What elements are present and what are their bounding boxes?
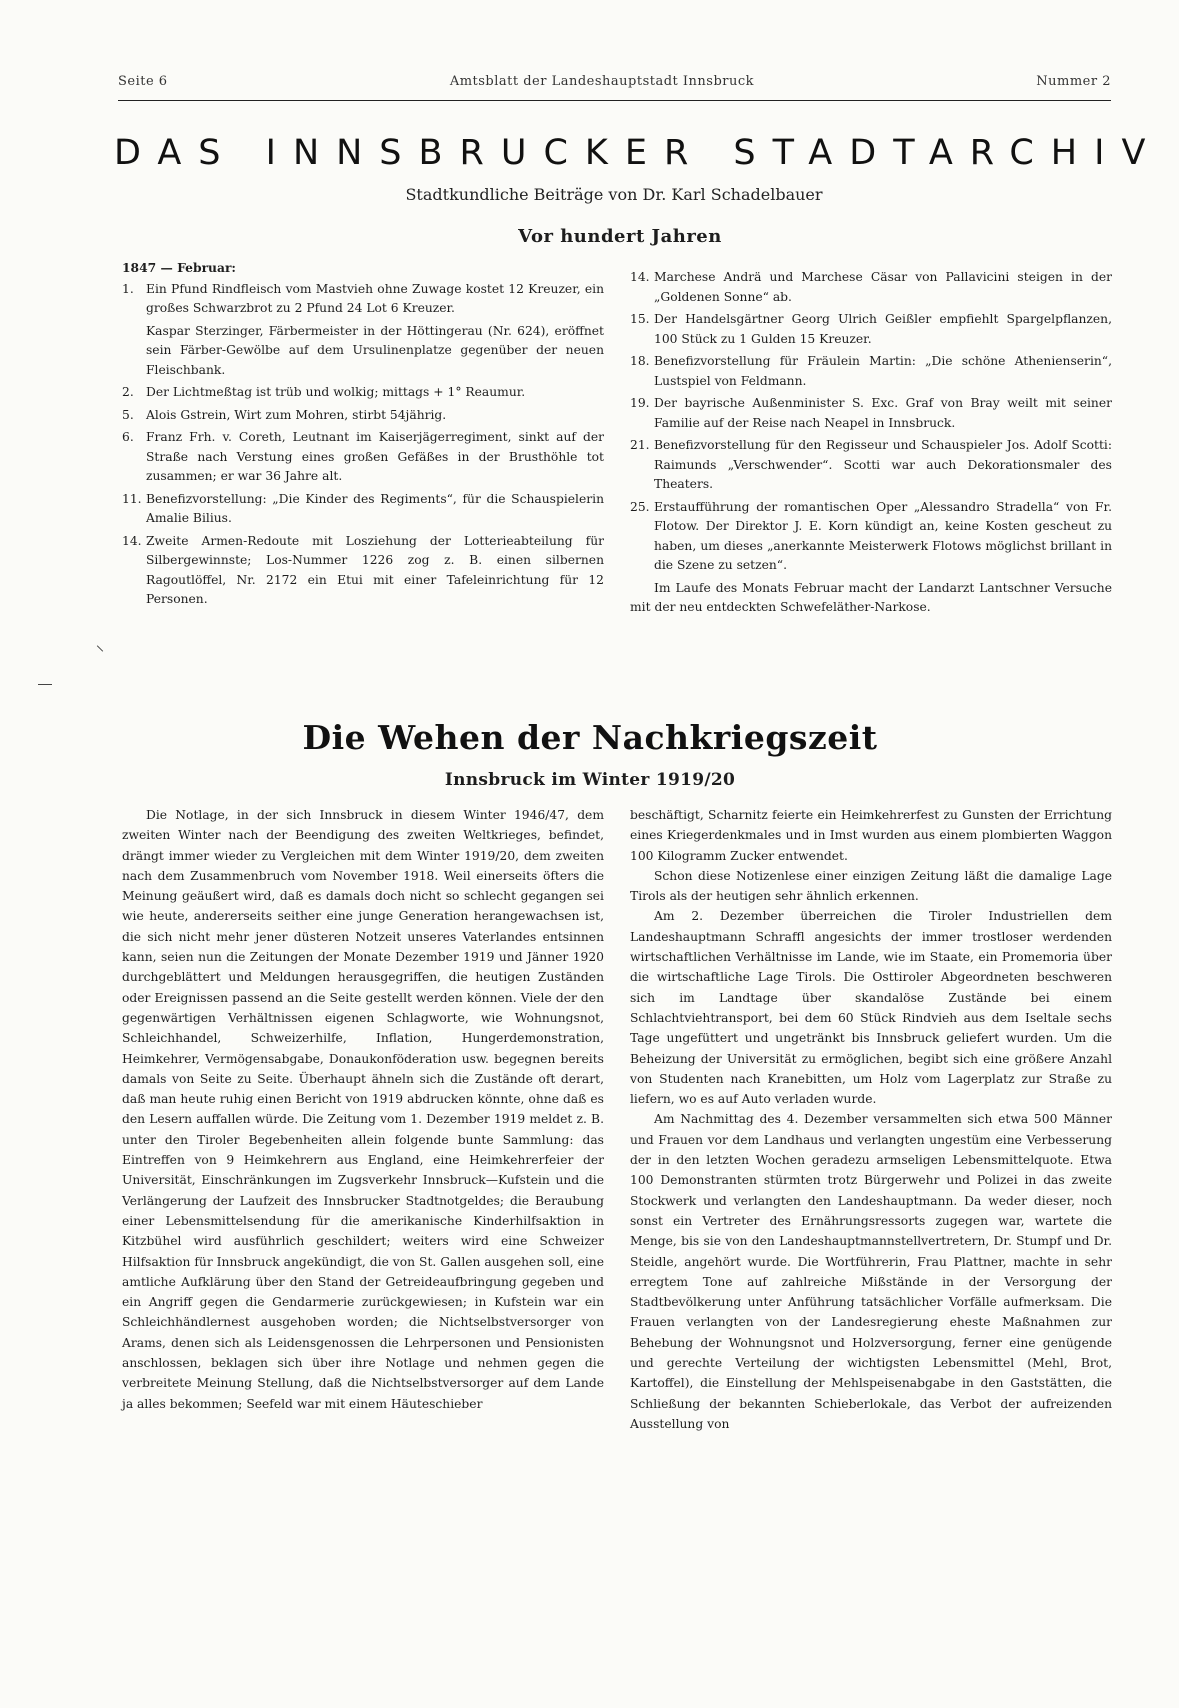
chronicle-entry: [122, 406, 604, 426]
entry-text: Franz Frh. v. Coreth, Leutnant im Kaiserjägerregiment, sinkt auf der Straße nach Verstung eines großen Gefäßes in der Brusthöhle tot zusammen; er war 36 Jahre alt.: [146, 430, 604, 483]
entry-text: Benefizvorstellung: „Die Kinder des Regiments“, für die Schauspielerin Amalie Bilius.: [146, 491, 604, 525]
entry-day: 19.: [630, 396, 650, 410]
header-rule: [118, 100, 1111, 101]
article-left-column: [122, 805, 604, 1414]
chronicle-entry: [122, 280, 604, 319]
chronicle-entry: [630, 352, 1112, 391]
entry-day: 25.: [630, 499, 650, 514]
chronicle-entry: [122, 490, 604, 529]
entry-day: 2.: [122, 385, 134, 399]
entry-day: 6.: [122, 430, 134, 444]
masthead-subtitle: Stadtkundliche Beiträge von Dr. Karl Schadelbauer: [405, 185, 823, 204]
entry-text: Marchese Andrä und Marchese Cäsar von Pallavicini steigen in der „Goldenen Sonne“ ab.: [654, 270, 1112, 304]
article-paragraph: Am Nachmittag des 4. Dezember versammelten sich etwa 500 Männer und Frauen vor dem Landhaus und verlangten ungestüm eine Verbesserung der in den letzten Wochen geradezu armseligen Lebensmittelquote. Etwa 100 Demonstranten stürmten trotz Bürgerwehr und Polizei in das zweite Stockwerk und verlangten den Landeshauptmann. Da weder dieser, noch sonst ein Vertreter des Ernährungsressorts zugegen war, wartete die Menge, bis sie von den Landeshauptmannstellvertretern, Dr. Stumpf und Dr. Steidle, angehört wurde. Die Wortführerin, Frau Plattner, machte in sehr erregtem Tone auf zahlreiche Mißstände in der Versorgung der Stadtbevölkerung unter Anführung tatsächlicher Vorfälle aufmerksam. Die Frauen verlangten von der Landesregierung eheste Maßnahmen zur Behebung der Wohnungsnot und Holzversorgung, ferner eine genügende und gerechte Verteilung der wichtigsten Lebensmittel (Mehl, Brot, Kartoffel), die Einstellung der Mehlspeisenabgabe in den Gaststätten, die Schließung der bekannten Schieberlokale, das Verbot der aufreizenden Ausstellung von: [630, 1112, 1112, 1431]
entry-day: 21.: [630, 438, 650, 452]
article-paragraph: Schon diese Notizenlese einer einzigen Zeitung läßt die damalige Lage Tirols als der heutigen sehr ähnlich erkennen.: [630, 868, 1112, 904]
publication-name: Amtsblatt der Landeshauptstadt Innsbruck: [449, 74, 755, 89]
article-paragraph: Die Notlage, in der sich Innsbruck in diesem Winter 1946/47, dem zweiten Winter nach der Beendigung des zweiten Weltkrieges, befindet, drängt immer wieder zu Vergleichen mit dem Winter 1919/20, dem zweiten nach dem Zusammenbruch vom November 1918. Weil einerseits öfters die Meinung geäußert wird, daß es damals doch nicht so schlecht gegangen sei wie heute, andererseits seither eine junge Generation herangewachsen ist, die sich nicht mehr jener düsteren Notzeit unseres Vaterlandes entsinnen kann, seien nun die Zeitungen der Monate Dezember 1919 und Jänner 1920 durchgeblättert und Meldungen herausgegriffen, die heutigen Zuständen oder Ereignissen passend an die Seite gestellt werden können. Viele der den gegenwärtigen Verhältnissen eigenen Schlagworte, wie Wohnungsnot, Schleichhandel, Schweizerhilfe, Inflation, Hungerdemonstration, Heimkehrer, Vermögensabgabe, Donaukonföderation usw. begegnen bereits damals von Seite zu Seite. Überhaupt ähneln sich die Zustände oft derart, daß man heute ruhig einen Bericht von 1919 abdrucken könnte, ohne daß es den Lesern auffallen würde. Die Zeitung vom 1. Dezember 1919 meldet z. B. unter den Tiroler Begebenheiten allein folgende bunte Sammlung: das Eintreffen von 9 Heimkehrern aus England, eine Heimkehrerfeier der Universität, Einschränkungen im Zugsverkehr Innsbruck—Kufstein und die Verlängerung der Laufzeit des Innsbrucker Stadtnotgeldes; die Beraubung einer Lebensmittelsendung für die amerikanische Kinderhilfsaktion in Kitzbühel wird ausführlich geschildert; weiters wird eine Schweizer Hilfsaktion für Innsbruck angekündigt, die von St. Gallen ausgehen soll, eine amtliche Aufklärung über den Stand der Getreideaufbringung gegeben und ein Angriff gegen die Gendarmerie zurückgewiesen; in Kufstein war ein Schleichhändlernest ausgehoben worden; die Nichtselbstversorger von Arams, denen sich als Leidensgenossen die Lehrpersonen und Pensionisten anschlossen, beklagen sich über ihre Notlage und nehmen gegen die verbreitete Meinung Stellung, daß die Nichtselbstversorger auf dem Lande ja alles bekommen; Seefeld war mit einem Häuteschieber: [122, 808, 604, 1411]
entry-day: 18.: [630, 354, 650, 368]
chronicle-entry: [630, 268, 1112, 307]
entry-day: 11.: [122, 491, 142, 506]
chronicle-left-entries: [122, 280, 604, 610]
issue-number: Nummer 2: [1036, 74, 1111, 89]
chronicle-entry-continued: Kaspar Sterzinger, Färbermeister in der Höttingerau (Nr. 624), eröffnet sein Färber-Gewölbe auf dem Ursulinenplatze gegenüber der neuen Fleischbank.: [146, 323, 604, 377]
entry-text: Ein Pfund Rindfleisch vom Mastvieh ohne Zuwage kostet 12 Kreuzer, ein großes Schwarzbrot zu 2 Pfund 24 Lot 6 Kreuzer.: [146, 281, 604, 315]
article-title: Die Wehen der Nachkriegszeit: [302, 718, 878, 757]
article-subtitle: Innsbruck im Winter 1919/20: [444, 770, 736, 790]
chronicle-entry: [122, 532, 604, 610]
chronicle-entry: [630, 310, 1112, 349]
article-right-column: [630, 805, 1112, 1434]
entry-text: Erstaufführung der romantischen Oper „Alessandro Stradella“ von Fr. Flotow. Der Direktor J. E. Korn kündigt an, keine Kosten gescheut zu haben, um dieses „anerkannte Meisterwerk Flotows möglichst brillant in die Szene zu setzen“.: [654, 499, 1112, 572]
chronicle-entry: [122, 428, 604, 487]
chronicle-right-column: [630, 268, 1112, 619]
chronicle-entry: [122, 383, 604, 403]
margin-mark: [38, 684, 52, 685]
entry-day: 5.: [122, 407, 134, 422]
page-number: Seite 6: [118, 74, 168, 89]
chronicle-month: 1847 — Februar:: [122, 260, 236, 275]
entry-day: 14.: [630, 270, 650, 284]
chronicle-heading: Vor hundert Jahren: [518, 226, 722, 247]
entry-text: Benefizvorstellung für Fräulein Martin: „Die schöne Athenienserin“, Lustspiel von Feldmann.: [654, 354, 1112, 388]
entry-day: 1.: [122, 281, 134, 296]
chronicle-left-column: [122, 258, 604, 613]
chronicle-closing: Im Laufe des Monats Februar macht der Landarzt Lantschner Versuche mit der neu entdeckten Schwefeläther-Narkose.: [630, 580, 1112, 614]
article-paragraph: Am 2. Dezember überreichen die Tiroler Industriellen dem Landeshauptmann Schraffl angesichts der immer trostloser werdenden wirtschaftlichen Verhältnisse im Lande, wie im Staate, ein Promemoria über die wirtschaftliche Lage Tirols. Die Osttiroler Abgeordneten beschweren sich im Landtage über skandalöse Zustände bei einem Schlachtviehtransport, bei dem 60 Stück Rindvieh aus dem Iseltale sechs Tage ungefüttert und ungetränkt bis Innsbruck geliefert wurden. Um die Beheizung der Universität zu ermöglichen, begibt sich eine größere Anzahl von Studenten nach Kranebitten, um Holz vom Lagerplatz zur Straße zu liefern, wo es auf Auto verladen wurde.: [630, 909, 1112, 1107]
chronicle-entry: [630, 436, 1112, 495]
chronicle-entry: [630, 394, 1112, 433]
chronicle-entry: [630, 498, 1112, 576]
masthead-title: DAS INNSBRUCKER STADTARCHIV: [114, 133, 1163, 173]
entry-text: Alois Gstrein, Wirt zum Mohren, stirbt 54jährig.: [146, 407, 447, 422]
entry-text: Der Lichtmeßtag ist trüb und wolkig; mittags + 1° Reaumur.: [146, 385, 526, 399]
entry-text: Der Handelsgärtner Georg Ulrich Geißler empfiehlt Spargelpflanzen, 100 Stück zu 1 Gulden 15 Kreuzer.: [654, 312, 1112, 346]
entry-day: 14.: [122, 533, 142, 548]
entry-text: Der bayrische Außenminister S. Exc. Graf von Bray weilt mit seiner Familie auf der Reise nach Neapel in Innsbruck.: [654, 396, 1112, 430]
running-header: [118, 74, 1111, 89]
margin-mark: [97, 645, 103, 651]
entry-day: 15.: [630, 312, 650, 326]
entry-text: Benefizvorstellung für den Regisseur und Schauspieler Jos. Adolf Scotti: Raimunds „Verschwender“. Scotti war auch Dekorationsmaler des Theaters.: [654, 438, 1112, 491]
entry-text: Zweite Armen-Redoute mit Losziehung der Lotterieabteilung für Silbergewinnste; Los-Nummer 1226 zog z. B. einen silbernen Ragoutlöffel, Nr. 2172 ein Etui mit einer Tafeleinrichtung für 12 Personen.: [146, 533, 604, 606]
article-paragraph: beschäftigt, Scharnitz feierte ein Heimkehrerfest zu Gunsten der Errichtung eines Kriegerdenkmales und in Imst wurden aus einem plombierten Waggon 100 Kilogramm Zucker entwendet.: [630, 808, 1112, 863]
